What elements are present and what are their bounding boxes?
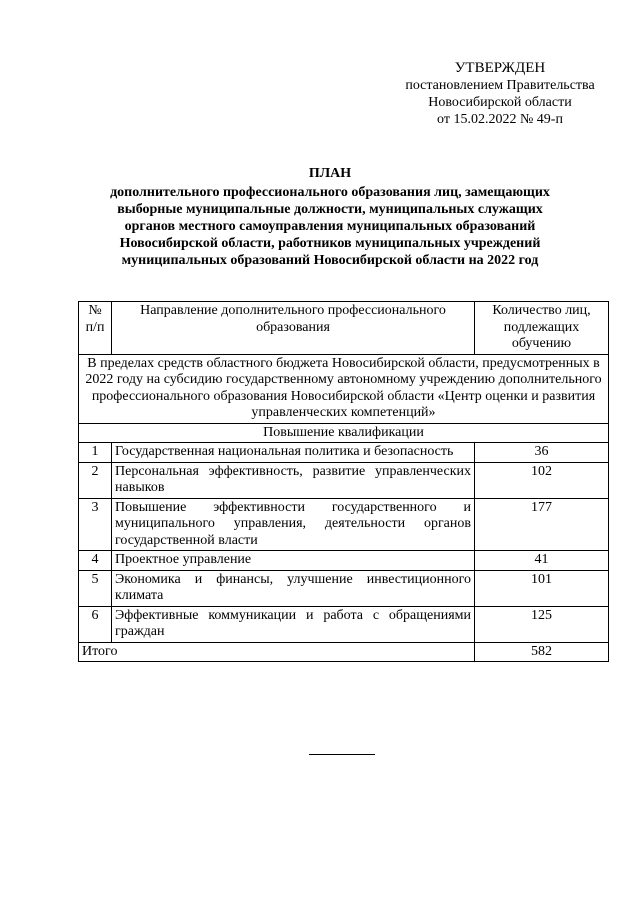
table-row	[79, 498, 609, 551]
table-header-row	[79, 302, 609, 355]
row-num: 1	[79, 443, 112, 463]
row-num: 6	[79, 606, 112, 642]
row-quantity: 102	[475, 462, 609, 498]
header-quantity: Количество лиц, подлежащих обучению	[475, 302, 609, 355]
plan-subtitle-line: органов местного самоуправления муниципальных образований	[124, 219, 536, 234]
row-quantity: 177	[475, 498, 609, 551]
plan-title: ПЛАН	[308, 166, 352, 181]
row-num: 3	[79, 498, 112, 551]
table-row	[79, 462, 609, 498]
approval-heading: УТВЕРЖДЕН	[454, 60, 546, 76]
row-direction: Персональная эффективность, развитие управленческих навыков	[112, 462, 475, 498]
header-direction: Направление дополнительного профессионального образования	[112, 302, 475, 355]
section-row	[79, 423, 609, 443]
total-row	[79, 642, 609, 662]
row-quantity: 101	[475, 570, 609, 606]
end-divider-line	[309, 754, 375, 755]
row-quantity: 36	[475, 443, 609, 463]
row-direction: Проектное управление	[112, 551, 475, 571]
plan-subtitle-line: муниципальных образований Новосибирской области на 2022 год	[121, 253, 539, 268]
total-label: Итого	[79, 642, 475, 662]
budget-note: В пределах средств областного бюджета Новосибирской области, предусмотренных в 2022 году на субсидию государственному автономному учреждению дополнительного профессионального образования Новосибирской области «Центр оценки и развития управленческих компетенций»	[79, 354, 609, 423]
approval-line-2: Новосибирской области	[428, 95, 572, 110]
approval-line-1: постановлением Правительства	[405, 78, 595, 93]
row-num: 5	[79, 570, 112, 606]
table-row	[79, 606, 609, 642]
row-direction: Повышение эффективности государственного и муниципального управления, деятельности органов государственной власти	[112, 498, 475, 551]
plan-subtitle-line: Новосибирской области, работников муниципальных учреждений	[119, 236, 541, 251]
plan-heading	[80, 165, 580, 269]
row-direction: Эффективные коммуникации и работа с обращениями граждан	[112, 606, 475, 642]
row-direction: Экономика и финансы, улучшение инвестиционного климата	[112, 570, 475, 606]
table-row	[79, 570, 609, 606]
row-quantity: 41	[475, 551, 609, 571]
total-value: 582	[475, 642, 609, 662]
section-title: Повышение квалификации	[79, 423, 609, 443]
row-num: 4	[79, 551, 112, 571]
row-num: 2	[79, 462, 112, 498]
table-row	[79, 443, 609, 463]
plan-table	[78, 301, 609, 662]
approval-line-3: от 15.02.2022 № 49-п	[437, 112, 563, 127]
table-row	[79, 551, 609, 571]
budget-note-row	[79, 354, 609, 423]
plan-subtitle-line: выборные муниципальные должности, муниципальных служащих	[117, 202, 543, 217]
approval-stamp	[380, 60, 620, 128]
header-num: № п/п	[79, 302, 112, 355]
plan-subtitle-line: дополнительного профессионального образования лиц, замещающих	[110, 185, 550, 200]
row-direction: Государственная национальная политика и безопасность	[112, 443, 475, 463]
row-quantity: 125	[475, 606, 609, 642]
